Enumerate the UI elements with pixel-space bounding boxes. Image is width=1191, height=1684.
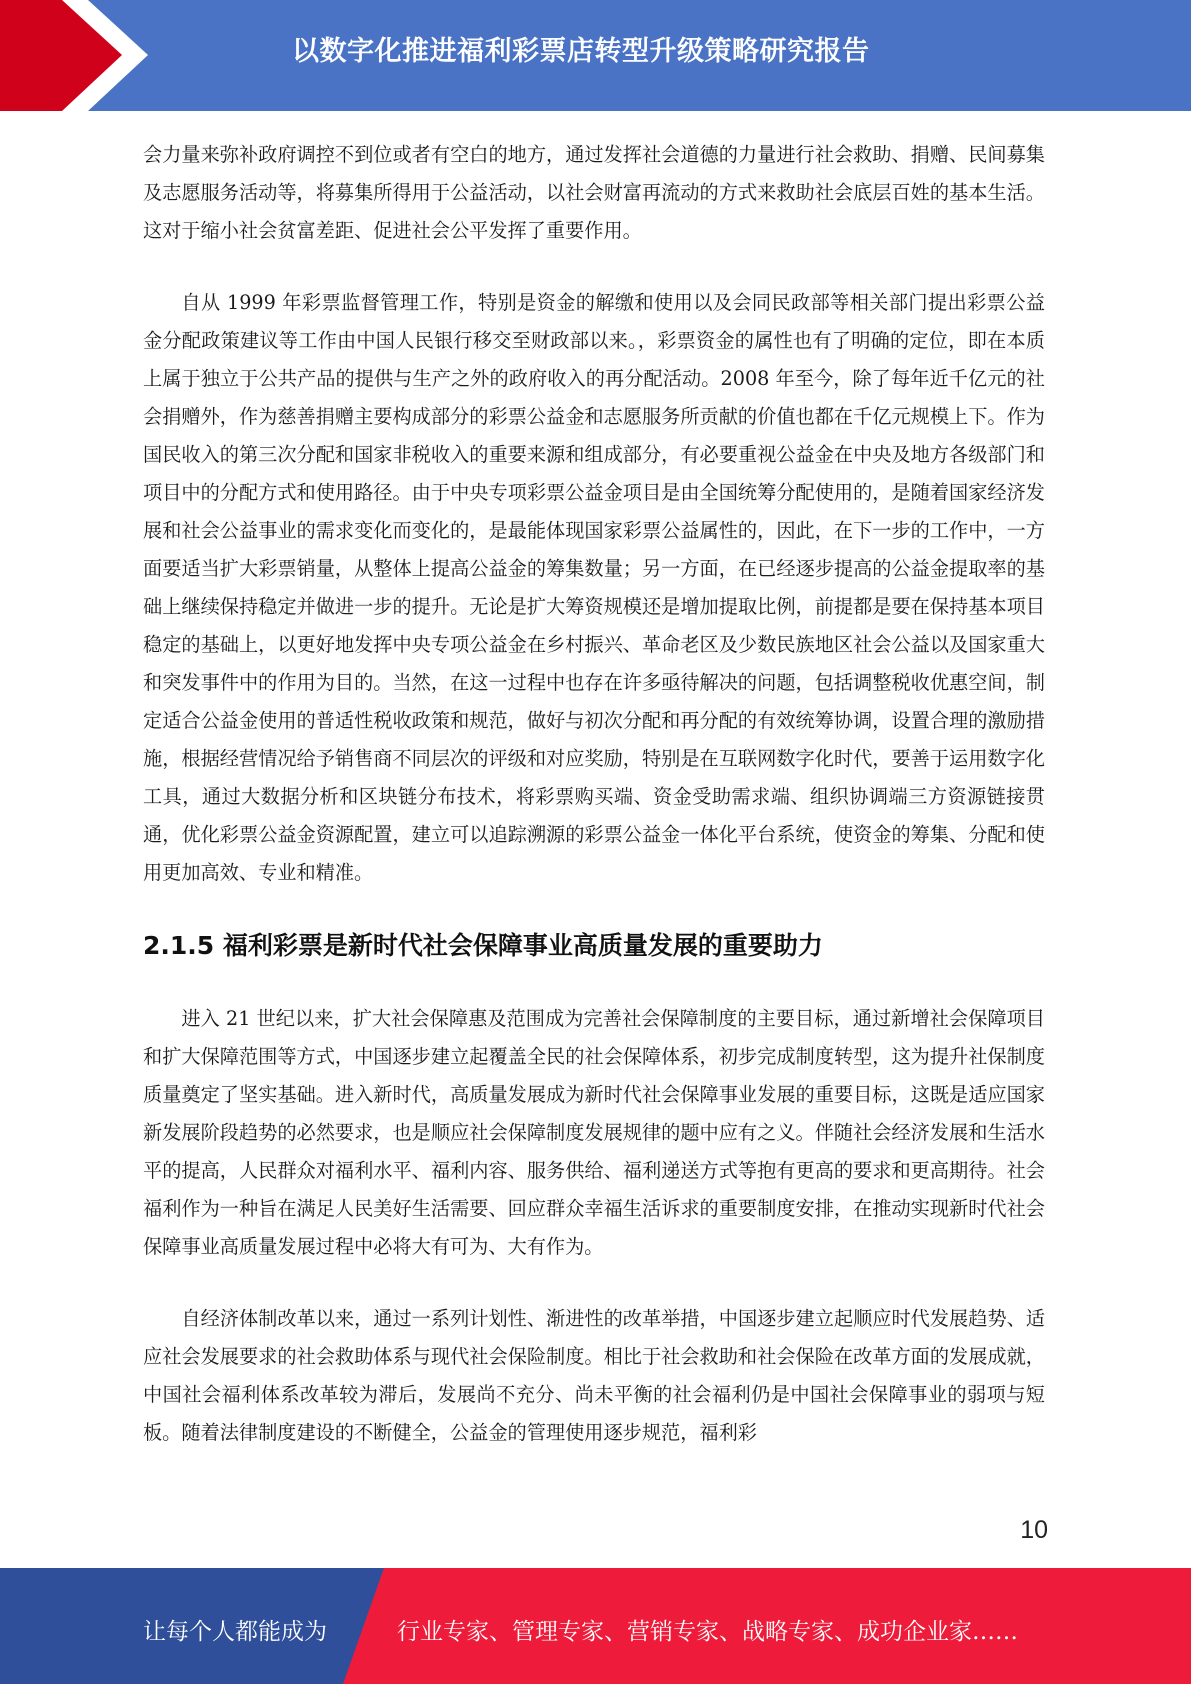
page-header [0, 0, 1191, 111]
paragraph-gap [143, 1266, 1045, 1300]
paragraph-reform: 自经济体制改革以来，通过一系列计划性、渐进性的改革举措，中国逐步建立起顺应时代发展趋势、适应社会发展要求的社会救助体系与现代社会保险制度。相比于社会救助和社会保险在改革方面的发展成就，中国社会福利体系改革较为滞后，发展尚不充分、尚未平衡的社会福利仍是中国社会保障事业的弱项与短板。随着法律制度建设的不断健全，公益金的管理使用逐步规范，福利彩 [143, 1307, 1045, 1444]
footer-slogan-right: 行业专家、管理专家、营销专家、战略专家、成功企业家…… [397, 1619, 1018, 1645]
section-heading-2-1-5: 2.1.5 福利彩票是新时代社会保障事业高质量发展的重要助力 [143, 931, 823, 960]
paragraph-continued: 会力量来弥补政府调控不到位或者有空白的地方，通过发挥社会道德的力量进行社会救助、捐赠、民间募集及志愿服务活动等，将募集所得用于公益活动，以社会财富再流动的方式来救助社会底层百姓的基本生活。这对于缩小社会贫富差距、促进社会公平发挥了重要作用。 [143, 143, 1045, 242]
paragraph-social-security: 进入 21 世纪以来，扩大社会保障惠及范围成为完善社会保障制度的主要目标，通过新增社会保障项目和扩大保障范围等方式，中国逐步建立起覆盖全民的社会保障体系，初步完成制度转型，这为提升社保制度质量奠定了坚实基础。进入新时代，高质量发展成为新时代社会保障事业发展的重要目标，这既是适应国家新发展阶段趋势的必然要求，也是顺应社会保障制度发展规律的题中应有之义。伴随社会经济发展和生活水平的提高，人民群众对福利水平、福利内容、服务供给、福利递送方式等抱有更高的要求和更高期待。社会福利作为一种旨在满足人民美好生活需要、回应群众幸福生活诉求的重要制度安排，在推动实现新时代社会保障事业高质量发展过程中必将大有可为、大有作为。 [143, 1007, 1045, 1258]
page-number: 10 [1020, 1516, 1048, 1544]
paragraph-lottery-funds: 自从 1999 年彩票监督管理工作，特别是资金的解缴和使用以及会同民政部等相关部门提出彩票公益金分配政策建议等工作由中国人民银行移交至财政部以来。，彩票资金的属性也有了明确的定位，即在本质上属于独立于公共产品的提供与生产之外的政府收入的再分配活动。2008 年至今，除了每年近千亿元的社会捐赠外，作为慈善捐赠主要构成部分的彩票公益金和志愿服务所贡献的价值也都在千亿元规模上下。作为国民收入的第三次分配和国家非税收入的重要来源和组成部分，有必要重视公益金在中央及地方各级部门和项目中的分配方式和使用路径。由于中央专项彩票公益金项目是由全国统筹分配使用的，是随着国家经济发展和社会公益事业的需求变化而变化的，是最能体现国家彩票公益属性的，因此，在下一步的工作中，一方面要适当扩大彩票销量，从整体上提高公益金的筹集数量；另一方面，在已经逐步提高的公益金提取率的基础上继续保持稳定并做进一步的提升。无论是扩大筹资规模还是增加提取比例，前提都是要在保持基本项目稳定的基础上，以更好地发挥中央专项公益金在乡村振兴、革命老区及少数民族地区社会公益以及国家重大和突发事件中的作用为目的。当然，在这一过程中也存在许多亟待解决的问题，包括调整税收优惠空间，制定适合公益金使用的普适性税收政策和规范，做好与初次分配和再分配的有效统筹协调，设置合理的激励措施，根据经营情况给予销售商不同层次的评级和对应奖励，特别是在互联网数字化时代，要善于运用数字化工具，通过大数据分析和区块链分布技术，将彩票购买端、资金受助需求端、组织协调端三方资源链接贯通，优化彩票公益金资源配置，建立可以追踪溯源的彩票公益金一体化平台系统，使资金的筹集、分配和使用更加高效、专业和精准。 [143, 291, 1045, 884]
footer-slogan-left: 让每个人都能成为 [143, 1619, 327, 1645]
paragraph-gap [143, 250, 1045, 284]
report-title: 以数字化推进福利彩票店转型升级策略研究报告 [292, 36, 870, 67]
page-footer [0, 1568, 1191, 1684]
main-content [143, 136, 1045, 1452]
